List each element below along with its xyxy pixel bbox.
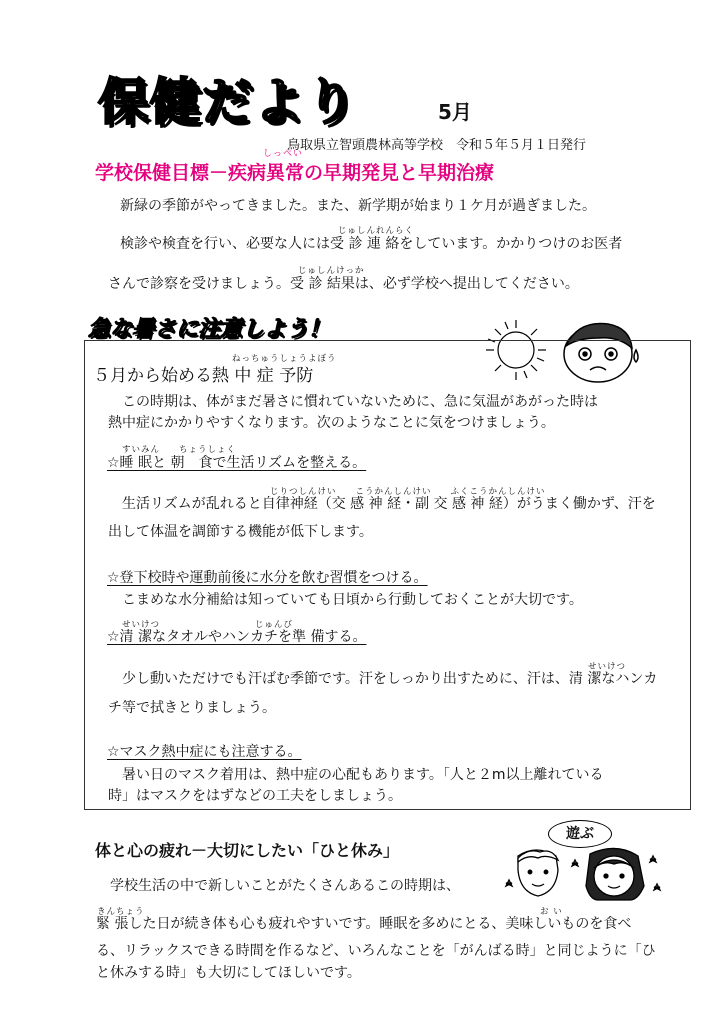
intro-line-3: さんで診察を受けましょう。受 診 結果は、必ず学校へ提出してください。 [108, 276, 579, 292]
item4-line-1: 暑い日のマスク着用は、熱中症の心配もあります。「人と２m以上離れている [122, 767, 604, 783]
item3-line-2: チ等で拭きとりましょう。 [108, 700, 276, 716]
issue-month: 5月 [438, 100, 472, 124]
item4-title: ☆マスク熱中症にも注意する。 [107, 744, 302, 760]
issuer-line: 鳥取県立智頭農林高等学校 令和５年５月１日発行 [287, 138, 587, 153]
rest-ruby-kincho: きんちょう [97, 907, 145, 917]
students-illustration [498, 846, 668, 902]
item1-line-1: 生活リズムが乱れると自律神経（交 感 神 経・副 交 感 神 経）がうまく働かず、汗を [122, 496, 656, 512]
newsletter-title: 保健だより [98, 73, 358, 131]
item2-line-1: こまめな水分補給は知っていても日頃から行動しておくことが大切です。 [122, 592, 583, 608]
rest-line-4: と休みする時」も大切にしてほしいです。 [96, 965, 361, 981]
girl-face-icon [586, 848, 644, 900]
item3-line-1: 少し動いただけでも汗ばむ季節です。汗をしっかり出すために、汗は、清 潔なハンカ [122, 671, 658, 687]
item3-title: ☆清 潔なタオルやハンカチを準 備する。 [107, 629, 367, 645]
intro-line-2: 検診や検査を行い、必要な人には受 診 連 絡をしています。かかりつけのお医者 [120, 236, 623, 252]
rest-ruby-oishii: お い [540, 907, 563, 917]
item1-ruby-2: じりつしんけい こうかんしんけい ふくこうかんしんけい [270, 487, 546, 497]
heat-para-line-2: 熱中症にかかりやすくなります。次のようなことに気をつけましょう。 [108, 415, 555, 431]
item3-ruby: せいけつ じゅんび [122, 620, 294, 630]
speech-bubble: 遊ぶ [548, 820, 612, 848]
boy-face-icon [518, 850, 558, 896]
rest-line-1: 学校生活の中で新しいことがたくさんあるこの時期は、 [110, 878, 460, 894]
goal-ruby: しっぺい [263, 149, 304, 159]
heat-sub-ruby: ねっちゅうしょうよぼう [232, 354, 337, 364]
rest-line-2: 緊 張した日が続き体も心も疲れやすいです。睡眠を多めにとる、美味しいものを食べ [96, 916, 632, 932]
rest-heading: 体と心の疲れ－大切にしたい「ひと休み」 [95, 841, 400, 860]
intro-ruby-3: じゅしんけっか [298, 266, 365, 276]
heat-heading: 急な暑さに注意しよう！ [88, 317, 331, 342]
item1-ruby: すいみん ちょうしょく [122, 445, 237, 455]
item4-line-2: 時」はマスクをはずなどの工夫をしましょう。 [108, 788, 402, 804]
item2-title: ☆登下校時や運動前後に水分を飲む習慣をつける。 [107, 570, 428, 586]
intro-line-1: 新緑の季節がやってきました。また、新学期が始まり１ケ月が過ぎました。 [120, 198, 596, 214]
item1-line-2: 出して体温を調節する機能が低下します。 [108, 524, 373, 540]
rest-line-3: る、リラックスできる時間を作るなど、いろんなことを「がんばる時」と同じように「ひ [96, 943, 656, 959]
item1-title: ☆睡 眠と 朝 食で生活リズムを整える。 [107, 455, 367, 471]
heat-para-line-1: この時期は、体がまだ暑さに慣れていないために、急に気温があがった時は [122, 394, 598, 410]
intro-ruby-2: じゅしんれんらく [338, 226, 415, 236]
heat-sub-title: ５月から始める熱 中 症 予防 [93, 366, 314, 386]
item3-ruby-2: せいけつ [588, 662, 627, 672]
health-goal: 学校保健目標－疾病異常の早期発見と早期治療 [95, 162, 495, 184]
